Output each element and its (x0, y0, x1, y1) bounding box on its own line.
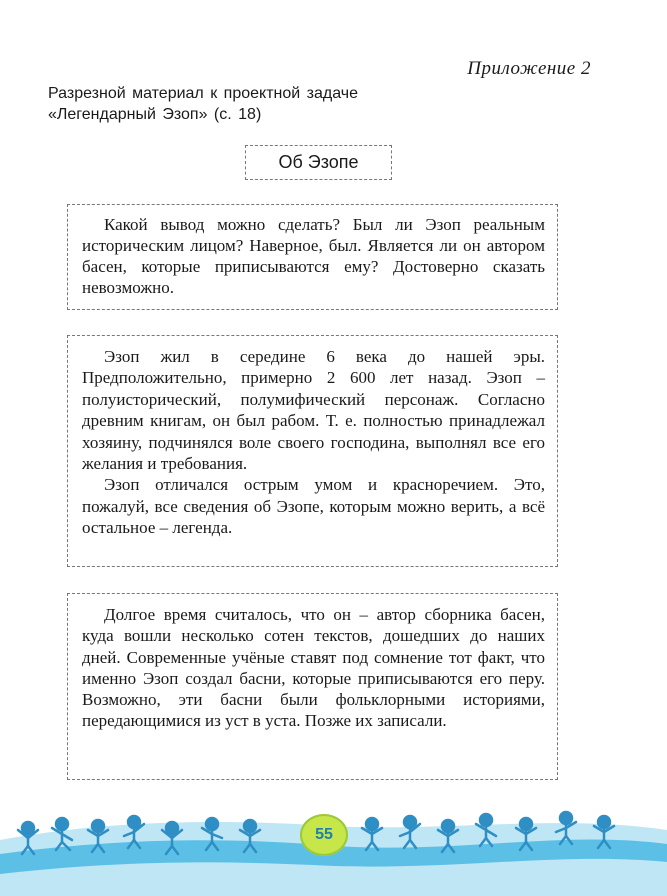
intro-text (48, 83, 428, 125)
title-card-text: Об Эзопе (278, 152, 359, 172)
text-card-authorship (67, 593, 558, 780)
intro-line-1: Разрезной материал к проектной задаче (48, 85, 358, 102)
page-number-badge (300, 814, 348, 856)
page-number: 55 (315, 826, 333, 843)
title-card (245, 145, 392, 180)
card-paragraph: Какой вывод можно сделать? Был ли Эзоп реальным историческим лицом? Наверное, был. Является ли он автором басен, которые приписываются ему? Достоверно сказать невозможно. (82, 215, 545, 297)
appendix-label: Приложение 2 (467, 58, 591, 79)
card-paragraph: Долгое время считалось, что он – автор сборника басен, куда вошли несколько сотен текстов, дошедших до наших дней. Современные учёные ставят под сомнение тот факт, что именно Эзоп создал басни, которые приписываются его перу. Возможно, эти басни были фольклорными историями, передающимися из уст в уста. Позже их записали. (82, 605, 545, 731)
intro-line-2: «Легендарный Эзоп» (с. 18) (48, 106, 262, 123)
text-card-conclusion (67, 204, 558, 310)
text-card-biography (67, 335, 558, 567)
card-paragraph: Эзоп жил в середине 6 века до нашей эры. Предположительно, примерно 2 600 лет назад. Эзоп – полуисторический, полумифический персонаж. Согласно древним книгам, он был рабом. Т. е. полностью принадлежал хозяину, подчинялся воле своего господина, выполнял все его желания и требования. (82, 347, 545, 474)
card-paragraph: Эзоп отличался острым умом и красноречием. Это, пожалуй, все сведения об Эзопе, которым можно верить, а всё остальное – легенда. (82, 475, 545, 538)
